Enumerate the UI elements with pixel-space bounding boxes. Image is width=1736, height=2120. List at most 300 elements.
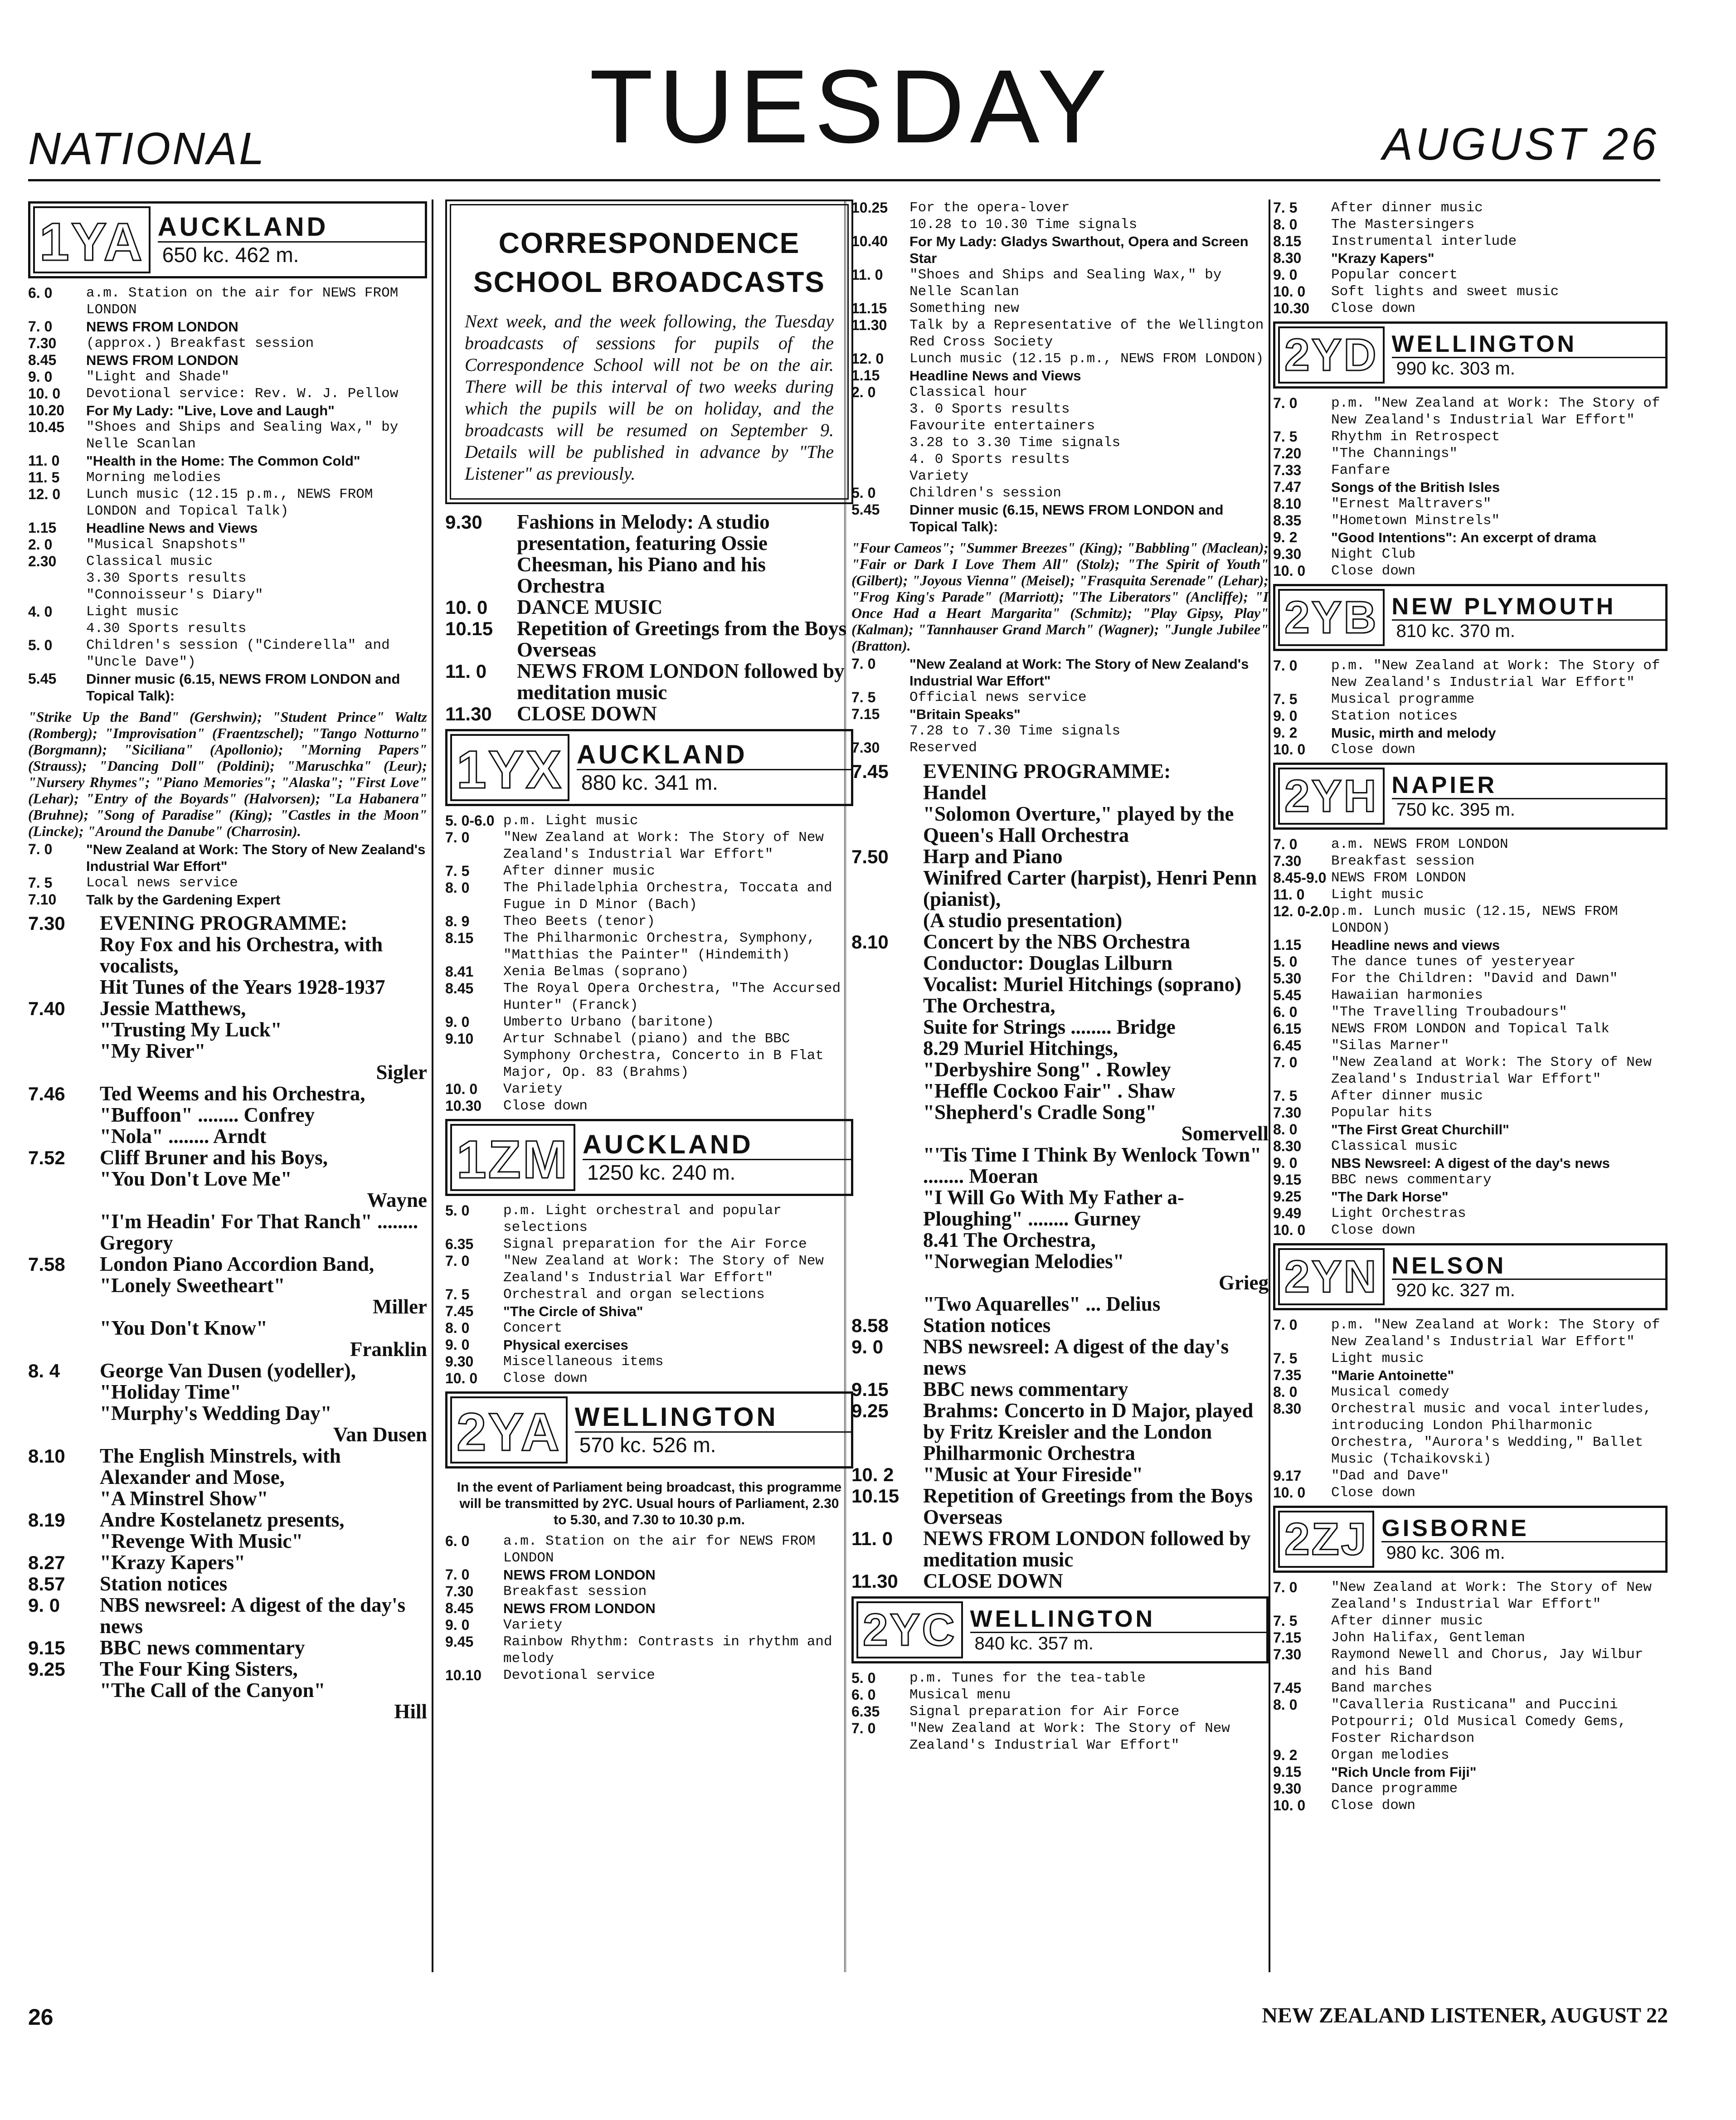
programme-title: "'Tis Time I Think By Wenlock Town" ........ Moeran <box>923 1143 1262 1187</box>
programme-title: Children's session <box>909 485 1061 501</box>
programme-title: CLOSE DOWN <box>517 702 657 725</box>
programme-time <box>851 451 909 468</box>
station-header-2yd <box>1273 321 1668 389</box>
programme-title: "Britain Speaks" <box>909 706 1021 722</box>
programme-entry <box>1273 1155 1668 1172</box>
programme-title: Close down <box>1331 1222 1416 1238</box>
programme-title: NEWS FROM LONDON <box>86 352 238 368</box>
programme-time <box>851 953 923 974</box>
programme-time: 9. 0 <box>28 369 53 385</box>
programme-title: Close down <box>1331 301 1416 316</box>
programme-entry <box>1273 1747 1668 1764</box>
programme-title: Signal preparation for the Air Force <box>503 1236 807 1252</box>
programme-title: Light music <box>1331 887 1424 903</box>
programme-entry <box>28 1254 427 1275</box>
programme-time: 8.45-9.0 <box>1273 870 1327 886</box>
programme-time: 10. 0 <box>28 385 61 402</box>
programme-time: 7. 0 <box>1273 1317 1298 1333</box>
programme-time: 9. 0 <box>1273 267 1298 283</box>
programme-entry <box>1273 741 1668 758</box>
programme-title: NEWS FROM LONDON <box>1331 870 1466 886</box>
programme-title: a.m. Station on the air for NEWS FROM LONDON <box>503 1533 816 1566</box>
programme-time <box>851 1272 923 1293</box>
programme-time: 8.57 <box>28 1573 65 1595</box>
programme-list-1ya <box>28 285 427 704</box>
programme-title: Devotional service: Rev. W. J. Pellow <box>86 386 399 402</box>
programme-time: 9.25 <box>28 1658 65 1680</box>
programme-time: 7.10 <box>28 891 57 908</box>
programme-time: 6. 0 <box>1273 1004 1298 1020</box>
programme-time <box>28 1190 100 1211</box>
programme-title: Repetition of Greetings from the Boys Overseas <box>517 617 846 661</box>
programme-time: 10.15 <box>851 1485 900 1507</box>
station-city: NEW PLYMOUTH <box>1392 594 1665 621</box>
programme-time: 8. 4 <box>28 1360 60 1381</box>
programme-entry <box>28 385 427 402</box>
programme-time: 9. 2 <box>1273 1747 1298 1763</box>
programme-time <box>851 782 923 803</box>
programme-entry <box>28 1126 427 1147</box>
station-call-sign: 2ZJ <box>1278 1511 1374 1568</box>
programme-title: Hit Tunes of the Years 1928-1937 <box>100 976 385 998</box>
programme-time <box>851 401 909 418</box>
station-call-sign: 1ZM <box>450 1124 575 1191</box>
programme-entry <box>28 469 427 486</box>
programme-time <box>28 977 100 998</box>
programme-entry <box>1273 1697 1668 1747</box>
programme-entry <box>445 1202 853 1236</box>
programme-entry <box>28 637 427 671</box>
programme-entry <box>28 1680 427 1701</box>
programme-title: "Krazy Kapers" <box>100 1551 246 1574</box>
programme-entry <box>28 570 427 587</box>
programme-title: "Light and Shade" <box>86 369 230 385</box>
programme-entry <box>445 1617 853 1634</box>
programme-title: "You Don't Know" <box>100 1317 268 1339</box>
programme-entry <box>851 1336 1269 1379</box>
programme-entry <box>1273 1104 1668 1121</box>
programme-time: 5. 0 <box>28 637 53 653</box>
programme-entry <box>28 1381 427 1403</box>
programme-title: p.m. Tunes for the tea-table <box>909 1670 1146 1686</box>
programme-title: Sigler <box>376 1061 427 1084</box>
programme-entry <box>1273 903 1668 937</box>
programme-title: "Shoes and Ships and Sealing Wax," by Nelle Scanlan <box>86 419 399 452</box>
column-divider <box>432 199 433 1972</box>
station-frequency: 570 kc. 526 m. <box>579 1433 716 1457</box>
programme-title: "Solomon Overture," played by the Queen's Hall Orchestra <box>923 802 1234 846</box>
programme-entry <box>851 451 1269 468</box>
programme-entry <box>851 1102 1269 1123</box>
programme-entry <box>28 671 427 704</box>
programme-entry <box>1273 1764 1668 1780</box>
programme-title: "Hometown Minstrels" <box>1331 513 1500 529</box>
programme-time: 7. 5 <box>445 1286 470 1303</box>
programme-title: Night Club <box>1331 546 1416 562</box>
programme-time: 10.40 <box>851 233 888 249</box>
programme-entry <box>851 1123 1269 1144</box>
programme-entry <box>1273 1205 1668 1222</box>
programme-title: George Van Dusen (yodeller), <box>100 1359 356 1382</box>
programme-title: Official news service <box>909 690 1087 705</box>
programme-time: 9. 0 <box>1273 1155 1298 1171</box>
programme-time: 5.30 <box>1273 970 1302 987</box>
programme-time: 8.45 <box>28 352 57 368</box>
programme-entry <box>28 1190 427 1211</box>
column-3 <box>851 199 1269 1972</box>
programme-time: 7. 0 <box>445 1566 470 1583</box>
programme-title: "Murphy's Wedding Day" <box>100 1402 332 1425</box>
programme-title: London Piano Accordion Band, <box>100 1253 374 1275</box>
programme-title: "New Zealand at Work: The Story of New Zealand's Industrial War Effort" <box>909 656 1249 689</box>
programme-time: 8.19 <box>28 1509 65 1531</box>
programme-time: 7. 5 <box>1273 428 1298 445</box>
programme-time <box>28 934 100 977</box>
programme-title: "New Zealand at Work: The Story of New Zealand's Industrial War Effort" <box>86 841 426 874</box>
programme-time: 12. 0-2.0 <box>1273 903 1331 919</box>
programme-title: p.m. "New Zealand at Work: The Story of New Zealand's Industrial War Effort" <box>1331 395 1660 428</box>
programme-entry <box>28 998 427 1019</box>
programme-time <box>851 216 909 233</box>
programme-time: 12. 0 <box>851 350 884 367</box>
programme-time: 8.27 <box>28 1552 65 1573</box>
programme-title: 7.28 to 7.30 Time signals <box>909 723 1121 739</box>
programme-title: Station notices <box>923 1314 1051 1337</box>
programme-entry <box>851 401 1269 418</box>
programme-time: 7. 0 <box>1273 395 1298 411</box>
programme-entry <box>1273 1484 1668 1501</box>
programme-time: 11. 0 <box>445 661 487 682</box>
programme-entry <box>445 1253 853 1286</box>
programme-entry <box>445 1353 853 1370</box>
programme-entry <box>851 974 1269 995</box>
programme-entry <box>445 1014 853 1031</box>
programme-entry <box>445 703 853 724</box>
station-city: WELLINGTON <box>575 1403 851 1433</box>
programme-time: 5. 0 <box>851 485 876 501</box>
programme-title: "New Zealand at Work: The Story of New Zealand's Industrial War Effort" <box>909 1721 1230 1753</box>
programme-entry <box>1273 496 1668 512</box>
programme-time: 9. 0 <box>445 1337 470 1353</box>
programme-time: 6. 0 <box>28 285 53 301</box>
station-call-sign: 2YD <box>1278 326 1385 384</box>
programme-time: 4. 0 <box>28 603 53 620</box>
programme-time: 10. 0 <box>1273 283 1306 300</box>
programme-entry <box>1273 395 1668 428</box>
programme-entry <box>28 452 427 469</box>
station-city: AUCKLAND <box>583 1131 851 1160</box>
programme-time: 11. 0 <box>851 1528 893 1549</box>
programme-entry <box>28 1211 427 1254</box>
programme-entry <box>851 485 1269 501</box>
column-divider <box>1269 199 1270 1972</box>
programme-time: 1.15 <box>1273 937 1302 953</box>
programme-entry <box>851 1272 1269 1293</box>
programme-entry <box>1273 1021 1668 1037</box>
programme-entry <box>445 1081 853 1098</box>
programme-title: "The Travelling Troubadours" <box>1331 1004 1567 1020</box>
programme-time: 8.15 <box>1273 233 1302 249</box>
programme-time <box>28 1062 100 1083</box>
programme-entry <box>1273 529 1668 546</box>
programme-entry <box>445 618 853 661</box>
programme-title: CLOSE DOWN <box>923 1570 1063 1592</box>
programme-time: 9.49 <box>1273 1205 1302 1221</box>
programme-time: 1.15 <box>28 520 57 536</box>
programme-entry <box>851 216 1269 233</box>
programme-time: 12. 0 <box>28 486 61 502</box>
programme-entry <box>1273 428 1668 445</box>
programme-title: Harp and Piano <box>923 845 1063 868</box>
programme-entry <box>28 352 427 369</box>
programme-entry <box>28 520 427 536</box>
programme-title: "Health in the Home: The Common Cold" <box>86 453 360 469</box>
programme-title: For My Lady: Gladys Swarthout, Opera and Screen Star <box>909 233 1249 266</box>
programme-entry <box>851 1315 1269 1336</box>
programme-entry <box>1273 1646 1668 1680</box>
programme-title: Brahms: Concerto in D Major, played by Fritz Kreisler and the London Philharmonic Orchestra <box>923 1399 1254 1464</box>
programme-title: The English Minstrels, with Alexander and Mose, <box>100 1444 341 1488</box>
programme-time: 7.15 <box>851 706 880 722</box>
programme-time: 7. 5 <box>1273 199 1298 216</box>
programme-title: Franklin <box>350 1338 427 1361</box>
programme-time: 5.45 <box>1273 987 1302 1003</box>
programme-title: Concert by the NBS Orchestra <box>923 930 1191 953</box>
programme-title: Van Dusen <box>333 1423 427 1446</box>
programme-entry <box>28 1041 427 1062</box>
station-frequency: 880 kc. 341 m. <box>581 770 718 794</box>
programme-entry <box>851 434 1269 451</box>
programme-entry <box>445 1320 853 1337</box>
programme-time: 10.20 <box>28 402 65 418</box>
programme-time <box>851 910 923 931</box>
programme-entry <box>1273 546 1668 563</box>
programme-entry <box>1273 1629 1668 1646</box>
programme-entry <box>851 1038 1269 1059</box>
programme-entry <box>28 536 427 553</box>
programme-time: 9.15 <box>28 1637 65 1658</box>
programme-title: Physical exercises <box>503 1337 628 1353</box>
programme-title: Roy Fox and his Orchestra, with vocalists, <box>100 933 383 977</box>
programme-time <box>28 1488 100 1509</box>
programme-title: John Halifax, Gentleman <box>1331 1630 1525 1646</box>
programme-title: "Krazy Kapers" <box>1331 250 1435 266</box>
programme-time <box>851 1080 923 1102</box>
programme-time: 10.15 <box>445 618 493 639</box>
programme-entry <box>28 1403 427 1424</box>
programme-time: 10. 0 <box>445 1081 478 1097</box>
programme-entry <box>445 1600 853 1617</box>
programme-time <box>28 1041 100 1062</box>
programme-time <box>851 867 923 910</box>
programme-time: 8. 0 <box>1273 1121 1298 1138</box>
programme-time: 11. 0 <box>851 267 883 283</box>
programme-entry <box>1273 283 1668 300</box>
programme-entry <box>851 1187 1269 1230</box>
programme-entry <box>445 913 853 930</box>
programme-title: Raymond Newell and Chorus, Jay Wilbur and his Band <box>1331 1647 1644 1679</box>
programme-time <box>851 1293 923 1315</box>
programme-title: "I Will Go With My Father a-Ploughing" ........ Gurney <box>923 1186 1184 1230</box>
programme-entry <box>851 1016 1269 1038</box>
programme-list-2ya <box>445 1533 853 1684</box>
programme-title: "Heffle Cockoo Fair" . Shaw <box>923 1079 1176 1102</box>
programme-entry <box>851 1251 1269 1272</box>
station-city: AUCKLAND <box>577 741 851 770</box>
programme-entry <box>445 1236 853 1253</box>
programme-entry <box>851 1379 1269 1400</box>
programme-title: "New Zealand at Work: The Story of New Zealand's Industrial War Effort" <box>503 830 824 862</box>
programme-time: 8. 0 <box>445 1320 470 1336</box>
programme-title: Orchestral music and vocal interludes, introducing London Philharmonic Orchestra, "Aurora's Wedding," Ballet Music (Tchaikovski) <box>1331 1401 1652 1467</box>
programme-time: 7.20 <box>1273 445 1302 462</box>
programme-time: 10. 2 <box>851 1464 894 1485</box>
programme-time: 7. 0 <box>445 829 470 846</box>
programme-title: "Holiday Time" <box>100 1381 242 1403</box>
programme-entry <box>1273 1384 1668 1400</box>
programme-title: After dinner music <box>1331 1613 1483 1629</box>
programme-title: 8.29 Muriel Hitchings, <box>923 1037 1118 1060</box>
programme-time <box>851 1102 923 1123</box>
programme-title: Close down <box>503 1371 588 1386</box>
programme-title: NEWS FROM LONDON <box>503 1600 656 1616</box>
programme-entry <box>1273 199 1668 216</box>
programme-title: 8.41 The Orchestra, <box>923 1229 1096 1251</box>
programme-time: 11.15 <box>851 300 887 316</box>
station-frequency: 750 kc. 395 m. <box>1396 799 1515 820</box>
programme-entry <box>445 963 853 980</box>
programme-list-2yd <box>1273 395 1668 579</box>
programme-title: Lunch music (12.15 p.m., NEWS FROM LONDON and Topical Talk) <box>86 486 373 519</box>
programme-time: 10. 0 <box>1273 1797 1306 1814</box>
evening-programme-2ya <box>851 761 1269 1592</box>
programme-title: Talk by the Gardening Expert <box>86 892 281 908</box>
programme-entry <box>1273 462 1668 479</box>
programme-time: 9. 0 <box>445 1617 470 1633</box>
programme-entry <box>1273 987 1668 1004</box>
programme-time: 7.52 <box>28 1147 65 1168</box>
programme-title: Theo Beets (tenor) <box>503 914 655 929</box>
programme-title: "The First Great Churchill" <box>1331 1122 1509 1138</box>
programme-time: 8.41 <box>445 963 474 980</box>
programme-time: 7.30 <box>28 335 57 351</box>
column-1 <box>28 199 427 1972</box>
programme-title: BBC news commentary <box>923 1378 1128 1400</box>
programme-time <box>851 1187 923 1230</box>
programme-time: 7. 5 <box>851 689 876 705</box>
programme-entry <box>851 910 1269 931</box>
programme-list-2ya-cont <box>851 199 1269 535</box>
programme-entry <box>28 285 427 318</box>
correspondence-body: Next week, and the week following, the Tuesday broadcasts of sessions for pupils of the Correspondence School will not be on the air. There will be this interval of two weeks during which the pupils will be on holiday, and the broadcasts will be resumed on September 9. Details will be published in advance by "The Listener" as previously. <box>465 311 834 484</box>
station-call-sign: 1YA <box>33 206 151 273</box>
programme-entry <box>851 867 1269 910</box>
programme-entry <box>1273 512 1668 529</box>
station-call-sign: 2YC <box>856 1601 963 1658</box>
programme-entry <box>28 1083 427 1104</box>
station-header-2ya <box>445 1391 853 1468</box>
programme-entry <box>1273 937 1668 953</box>
programme-time: 7.30 <box>1273 1646 1302 1663</box>
programme-entry <box>28 1275 427 1296</box>
programme-entry <box>851 384 1269 401</box>
programme-entry <box>28 891 427 908</box>
programme-entry <box>1273 1222 1668 1239</box>
programme-title: "My River" <box>100 1040 206 1062</box>
programme-time <box>28 1275 100 1296</box>
programme-entry <box>28 603 427 620</box>
programme-title: After dinner music <box>1331 1088 1483 1104</box>
programme-entry <box>28 419 427 452</box>
programme-entry <box>851 782 1269 803</box>
programme-entry <box>28 841 427 875</box>
programme-title: Andre Kostelanetz presents, <box>100 1508 345 1531</box>
programme-time: 7.45 <box>1273 1680 1302 1696</box>
programme-time: 8.30 <box>1273 250 1302 266</box>
programme-entry <box>851 1528 1269 1571</box>
programme-entry <box>851 468 1269 485</box>
programme-time <box>851 1123 923 1144</box>
programme-title: a.m. NEWS FROM LONDON <box>1331 836 1508 852</box>
programme-entry <box>28 1318 427 1339</box>
programme-title: Favourite entertainers <box>909 418 1095 434</box>
programme-time: 8. 0 <box>1273 1384 1298 1400</box>
programme-entry <box>851 761 1269 782</box>
programme-time <box>28 587 86 603</box>
programme-time <box>28 1680 100 1701</box>
programme-entry <box>1273 1004 1668 1021</box>
station-city: AUCKLAND <box>158 213 425 243</box>
evening-programme-1ya <box>28 913 427 1722</box>
programme-time: 7.35 <box>1273 1367 1302 1383</box>
programme-title: Cliff Bruner and his Boys, <box>100 1146 328 1169</box>
programme-title: NBS newsreel: A digest of the day's news <box>100 1594 406 1638</box>
programme-entry <box>1273 1367 1668 1384</box>
programme-entry <box>1273 708 1668 724</box>
programme-title: DANCE MUSIC <box>517 596 663 618</box>
programme-title: Headline News and Views <box>86 520 258 536</box>
programme-entry <box>28 1531 427 1552</box>
programme-time: 9.10 <box>445 1031 474 1047</box>
programme-title: Hill <box>394 1700 427 1723</box>
programme-time <box>28 1126 100 1147</box>
programme-time <box>851 468 909 485</box>
programme-title: "Revenge With Music" <box>100 1530 303 1552</box>
programme-entry <box>1273 233 1668 250</box>
station-call-sign: 1YX <box>450 734 569 801</box>
programme-time: 7. 5 <box>28 875 53 891</box>
programme-time <box>28 1318 100 1339</box>
programme-time <box>28 1296 100 1318</box>
programme-title: "Marie Antoinette" <box>1331 1367 1454 1383</box>
programme-time: 5.45 <box>28 671 57 687</box>
programme-time: 7. 0 <box>1273 1579 1298 1595</box>
programme-title: Classical music <box>1331 1138 1458 1154</box>
programme-title: NEWS FROM LONDON <box>503 1567 656 1583</box>
programme-title: The Philadelphia Orchestra, Toccata and Fugue in D Minor (Bach) <box>503 880 832 913</box>
programme-time: 10. 0 <box>1273 741 1306 758</box>
programme-time <box>851 1016 923 1038</box>
programme-entry <box>28 587 427 603</box>
programme-entry <box>851 931 1269 953</box>
column-4 <box>1273 199 1668 1972</box>
programme-time: 7.50 <box>851 846 889 867</box>
programme-time: 5.45 <box>851 501 880 518</box>
programme-time: 7. 0 <box>28 841 53 857</box>
programme-entry <box>851 1703 1269 1720</box>
programme-list-1ya-evening <box>28 841 427 908</box>
station-header-2zj <box>1273 1506 1668 1573</box>
